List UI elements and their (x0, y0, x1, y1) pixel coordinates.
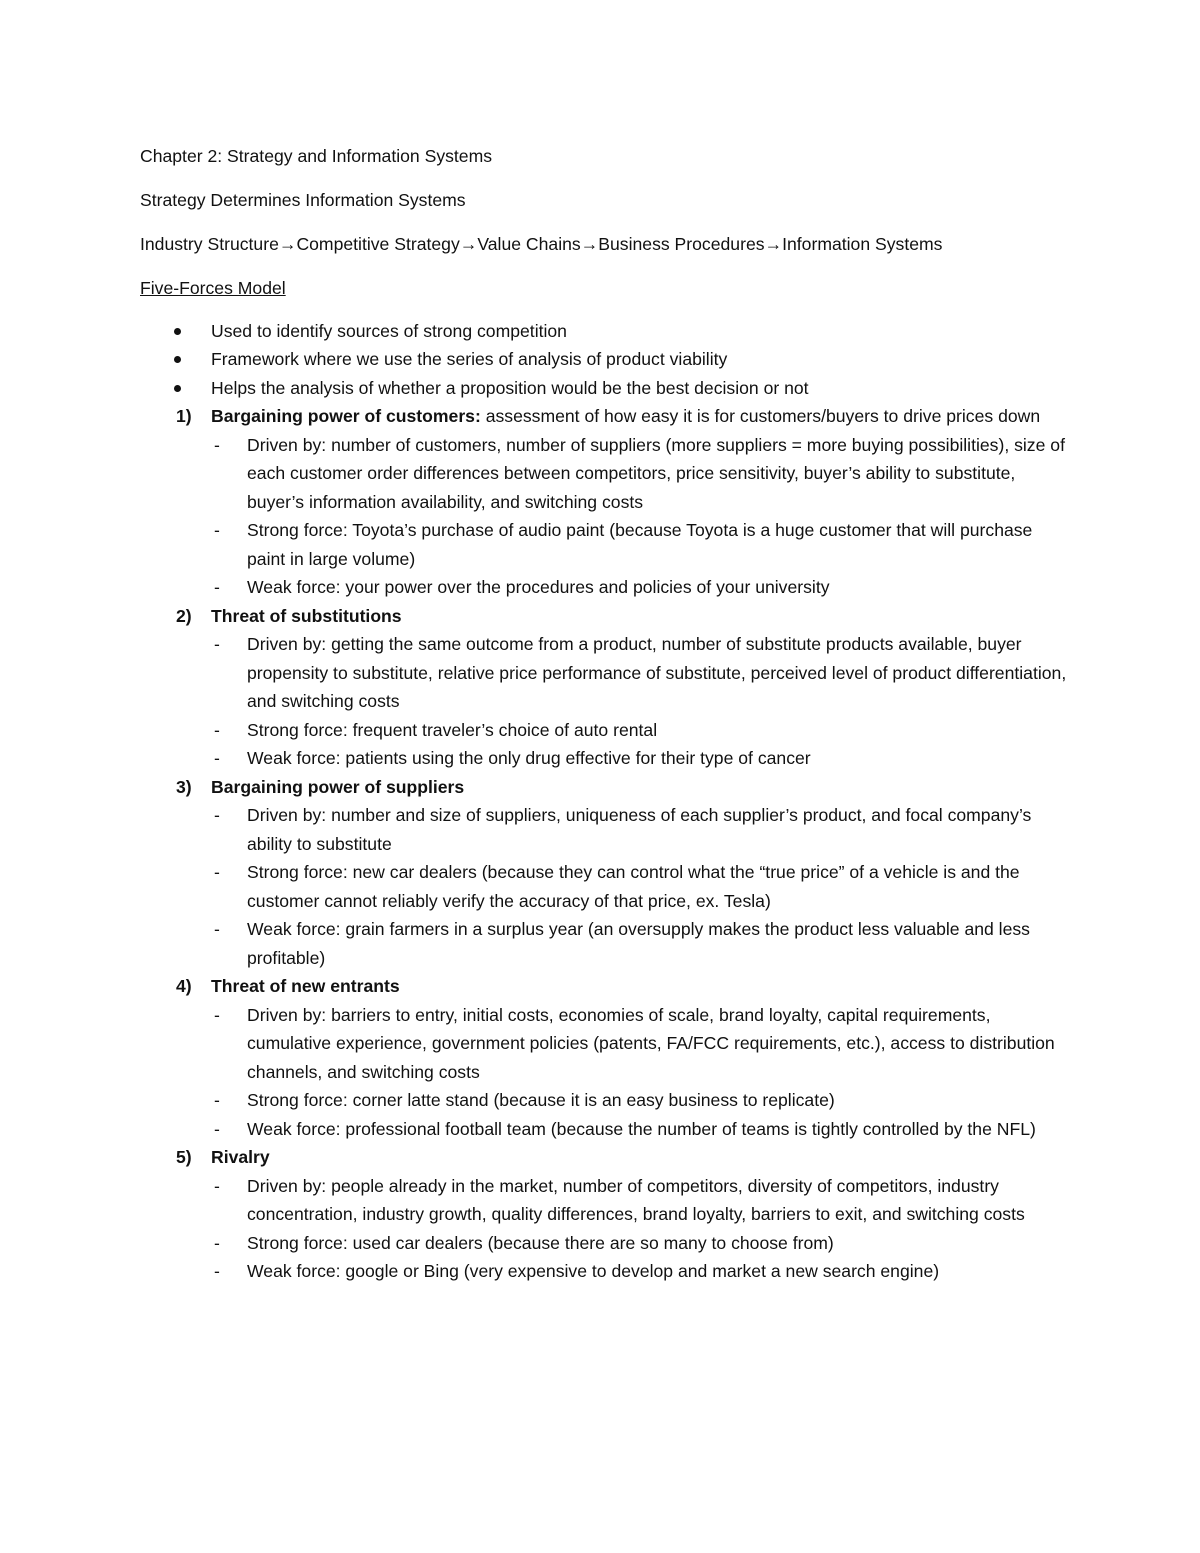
dash-icon: - (214, 1118, 220, 1139)
section-subtitle: Strategy Determines Information Systems (140, 190, 466, 210)
detail-item (211, 1257, 1075, 1286)
strategy-chain: Industry Structure→Competitive Strategy→Value Chains→Business Procedures→Information Systems (140, 234, 943, 254)
dash-icon: - (214, 919, 220, 939)
bullet-dot-icon (174, 328, 181, 335)
bullet-item (140, 317, 1075, 346)
dash-icon: - (214, 1175, 220, 1196)
document-body (140, 142, 1075, 1286)
detail-item (211, 573, 1075, 602)
dash-icon: - (214, 805, 220, 825)
bullet-item (140, 345, 1075, 374)
force-header (211, 773, 1075, 802)
bullet-text: Used to identify sources of strong competition (211, 320, 567, 341)
detail-text: Weak force: grain farmers in a surplus year (an oversupply makes the product less valuable and less profitable) (247, 919, 1030, 968)
dash-icon: - (214, 748, 220, 768)
chapter-title: Chapter 2: Strategy and Information Systems (140, 146, 493, 166)
force-title: Threat of new entrants (211, 976, 400, 996)
detail-item (211, 1172, 1075, 1229)
detail-text: Driven by: people already in the market, number of competitors, diversity of competitors, industry concentration, industry growth, quality differences, brand loyalty, barriers to exit, and switching costs (247, 1175, 1025, 1224)
detail-text: Strong force: new car dealers (because they can control what the “true price” of a vehicle is and the customer cannot reliably verify the accuracy of that price, ex. Tesla) (247, 862, 1020, 911)
detail-text: Weak force: professional football team (because the number of teams is tightly controlled by the NFL) (247, 1118, 1036, 1139)
five-forces-heading: Five-Forces Model (140, 278, 286, 298)
dash-icon: - (214, 1261, 220, 1281)
force-number: 1) (176, 406, 192, 426)
detail-text: Strong force: used car dealers (because there are so many to choose from) (247, 1232, 834, 1253)
detail-text: Strong force: corner latte stand (because it is an easy business to replicate) (247, 1090, 835, 1110)
bullet-item (140, 374, 1075, 403)
force-header (211, 972, 1075, 1001)
force-description: assessment of how easy it is for customers/buyers to drive prices down (480, 406, 1041, 426)
dash-icon: - (214, 520, 220, 540)
bullet-text: Framework where we use the series of analysis of product viability (211, 349, 728, 369)
detail-item (211, 1115, 1075, 1144)
detail-item (211, 1229, 1075, 1258)
dash-icon: - (214, 1090, 220, 1110)
detail-item (211, 1086, 1075, 1115)
dash-icon: - (214, 634, 220, 654)
five-forces-list (140, 402, 1075, 1286)
force-detail-list (211, 1001, 1075, 1144)
force-header (211, 1143, 1075, 1172)
force-number: 4) (176, 976, 192, 996)
force-number: 3) (176, 776, 192, 797)
detail-item (211, 630, 1075, 716)
detail-text: Weak force: google or Bing (very expensive to develop and market a new search engine) (247, 1261, 940, 1281)
detail-text: Weak force: patients using the only drug effective for their type of cancer (247, 748, 811, 768)
detail-item (211, 516, 1075, 573)
bullet-dot-icon (174, 356, 181, 363)
force-detail-list (211, 801, 1075, 972)
force-detail-list (211, 1172, 1075, 1286)
detail-item (211, 858, 1075, 915)
detail-text: Driven by: barriers to entry, initial costs, economies of scale, brand loyalty, capital requirements, cumulative experience, government policies (patents, FA/FCC requirements, etc.), access to distribution channels, and switching costs (247, 1004, 1055, 1082)
detail-item (211, 431, 1075, 517)
detail-item (211, 801, 1075, 858)
force-title: Bargaining power of customers: (211, 406, 481, 426)
force-detail-list (211, 630, 1075, 773)
dash-icon: - (214, 577, 220, 597)
force-item-substitutions (140, 602, 1075, 773)
force-header (211, 602, 1075, 631)
force-item-new-entrants (140, 972, 1075, 1143)
detail-text: Driven by: getting the same outcome from a product, number of substitute products available, buyer propensity to substitute, relative price performance of substitute, perceived level of product differentiation, and switching costs (247, 634, 1067, 711)
force-number: 2) (176, 605, 192, 626)
detail-item (211, 744, 1075, 773)
detail-text: Weak force: your power over the procedures and policies of your university (247, 577, 830, 597)
force-detail-list (211, 431, 1075, 602)
force-header (211, 402, 1075, 431)
overview-bullet-list (140, 317, 1075, 403)
detail-text: Driven by: number and size of suppliers, uniqueness of each supplier’s product, and focal company’s ability to substitute (247, 805, 1032, 854)
dash-icon: - (214, 1004, 220, 1025)
bullet-dot-icon (174, 385, 181, 392)
force-item-customers (140, 402, 1075, 602)
dash-icon: - (214, 434, 220, 455)
force-item-suppliers (140, 773, 1075, 973)
force-number: 5) (176, 1147, 192, 1167)
detail-item (211, 915, 1075, 972)
detail-text: Strong force: frequent traveler’s choice of auto rental (247, 719, 658, 740)
force-title: Threat of substitutions (211, 605, 402, 626)
detail-text: Driven by: number of customers, number of suppliers (more suppliers = more buying possibilities), size of each customer order differences between competitors, price sensitivity, buyer’s ability to substitute, buyer’s information availability, and switching costs (247, 434, 1065, 512)
detail-item (211, 1001, 1075, 1087)
detail-text: Strong force: Toyota’s purchase of audio paint (because Toyota is a huge customer that will purchase paint in large volume) (247, 520, 1033, 569)
force-title: Rivalry (211, 1147, 270, 1167)
force-item-rivalry (140, 1143, 1075, 1286)
force-title: Bargaining power of suppliers (211, 776, 465, 797)
detail-item (211, 716, 1075, 745)
bullet-text: Helps the analysis of whether a proposition would be the best decision or not (211, 377, 809, 398)
dash-icon: - (214, 719, 220, 740)
dash-icon: - (214, 862, 220, 882)
dash-icon: - (214, 1232, 220, 1253)
